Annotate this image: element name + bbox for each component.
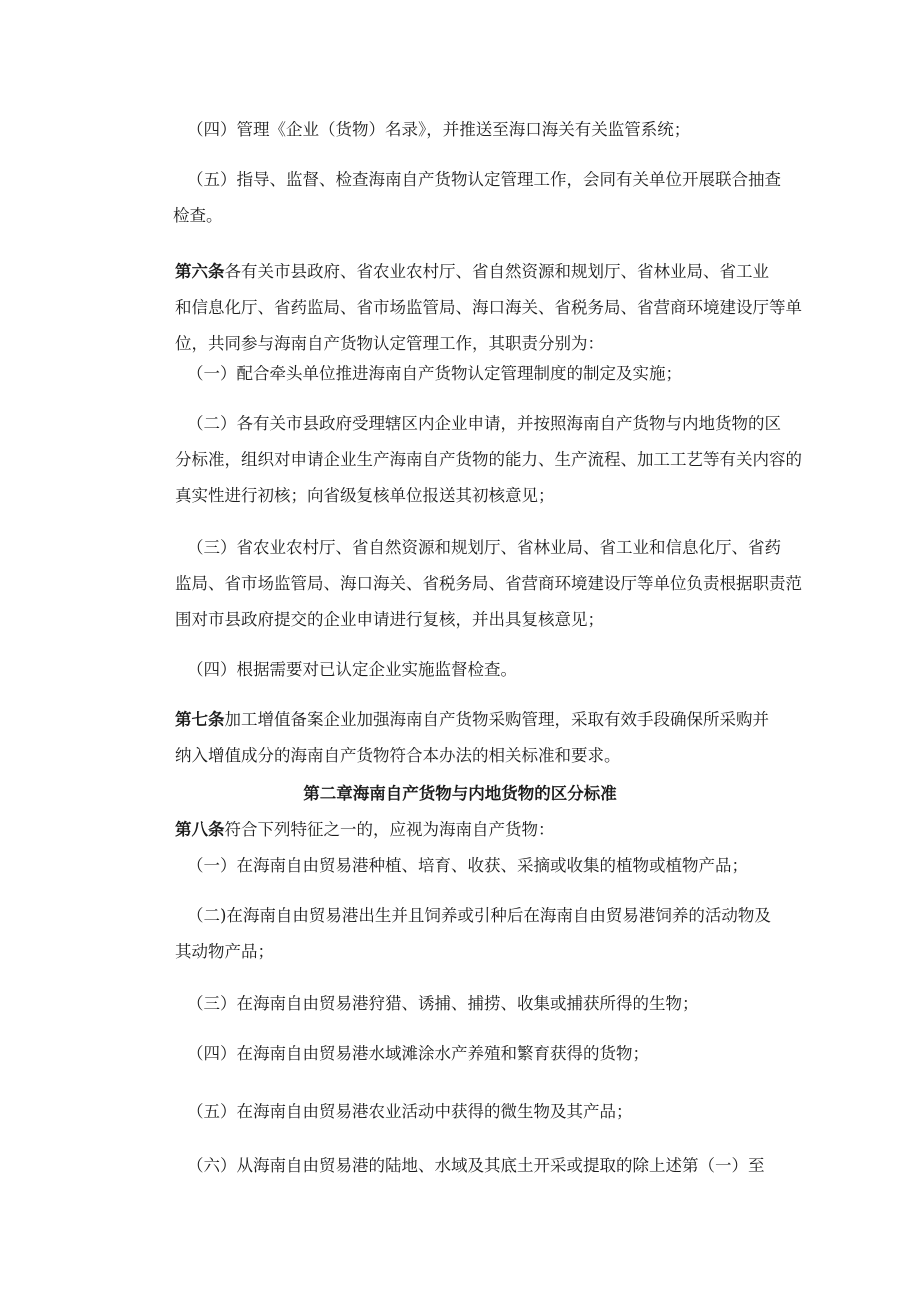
text-line: （四）在海南自由贸易港水域滩涂水产养殖和繁育获得的货物； — [187, 1044, 649, 1063]
text-line: （二）各有关市县政府受理辖区内企业申请，并按照海南自产货物与内地货物的区 — [187, 414, 781, 433]
text-line: （三）省农业农村厅、省自然资源和规划厅、省林业局、省工业和信息化厅、省药 — [187, 538, 781, 557]
paragraph — [175, 848, 787, 884]
article-heading: 第七条 — [175, 710, 225, 729]
text-line: （一）在海南自由贸易港种植、培育、收获、采摘或收集的植物或植物产品； — [187, 856, 748, 875]
text-line: （四）根据需要对已认定企业实施监督检查。 — [187, 660, 517, 679]
paragraph — [175, 652, 787, 688]
text-line: 纳入增值成分的海南自产货物符合本办法的相关标准和要求。 — [175, 746, 621, 765]
text-line: 各有关市县政府、省农业农村厅、省自然资源和规划厅、省林业局、省工业 — [224, 262, 769, 281]
paragraph — [175, 1036, 787, 1072]
text-line: 其动物产品； — [175, 942, 274, 961]
text-line: 和信息化厅、省药监局、省市场监管局、海口海关、省税务局、省营商环境建设厅等单 — [175, 298, 802, 317]
text-line: （三）在海南自由贸易港狩猎、诱捕、捕捞、收集或捕获所得的生物； — [187, 994, 699, 1013]
text-line: 位，共同参与海南自产货物认定管理工作，其职责分别为： — [175, 334, 604, 353]
paragraph — [175, 1094, 787, 1130]
text-line: （五）在海南自由贸易港农业活动中获得的微生物及其产品； — [187, 1102, 633, 1121]
text-line: （四）管理《企业（货物）名录》，并推送至海口海关有关监管系统； — [187, 120, 691, 139]
text-line: （二)在海南自由贸易港出生并且饲养或引种后在海南自由贸易港饲养的活动物及 — [187, 906, 771, 925]
article-heading: 第八条 — [175, 820, 225, 839]
text-line: 加工增值备案企业加强海南自产货物采购管理，采取有效手段确保所采购并 — [224, 710, 769, 729]
text-line: （六）从海南自由贸易港的陆地、水域及其底土开采或提取的除上述第（一）至 — [187, 1156, 765, 1175]
paragraph — [175, 356, 787, 392]
chapter-heading: 第二章海南自产货物与内地货物的区分标准 — [303, 784, 617, 803]
paragraph — [175, 986, 787, 1022]
text-line: 检查。 — [173, 206, 223, 225]
text-line: 分标准，组织对申请企业生产海南自产货物的能力、生产流程、加工工艺等有关内容的 — [175, 450, 802, 469]
text-line: 围对市县政府提交的企业申请进行复核，并出具复核意见； — [175, 610, 604, 629]
paragraph — [175, 162, 787, 234]
article-8 — [175, 812, 787, 848]
paragraph — [175, 1148, 787, 1184]
text-line: 真实性进行初核；向省级复核单位报送其初核意见； — [175, 486, 555, 505]
article-heading: 第六条 — [175, 262, 225, 281]
text-line: （一）配合牵头单位推进海南自产货物认定管理制度的制定及实施； — [187, 364, 682, 383]
text-line: （五）指导、监督、检查海南自产货物认定管理工作，会同有关单位开展联合抽查 — [187, 170, 781, 189]
text-line: 监局、省市场监管局、海口海关、省税务局、省营商环境建设厅等单位负责根据职责范 — [175, 574, 802, 593]
article-6 — [175, 254, 802, 362]
paragraph — [175, 530, 802, 638]
article-7 — [175, 702, 787, 774]
text-line: 符合下列特征之一的，应视为海南自产货物： — [224, 820, 555, 839]
paragraph — [175, 898, 787, 970]
paragraph — [175, 112, 787, 148]
paragraph — [175, 406, 802, 514]
